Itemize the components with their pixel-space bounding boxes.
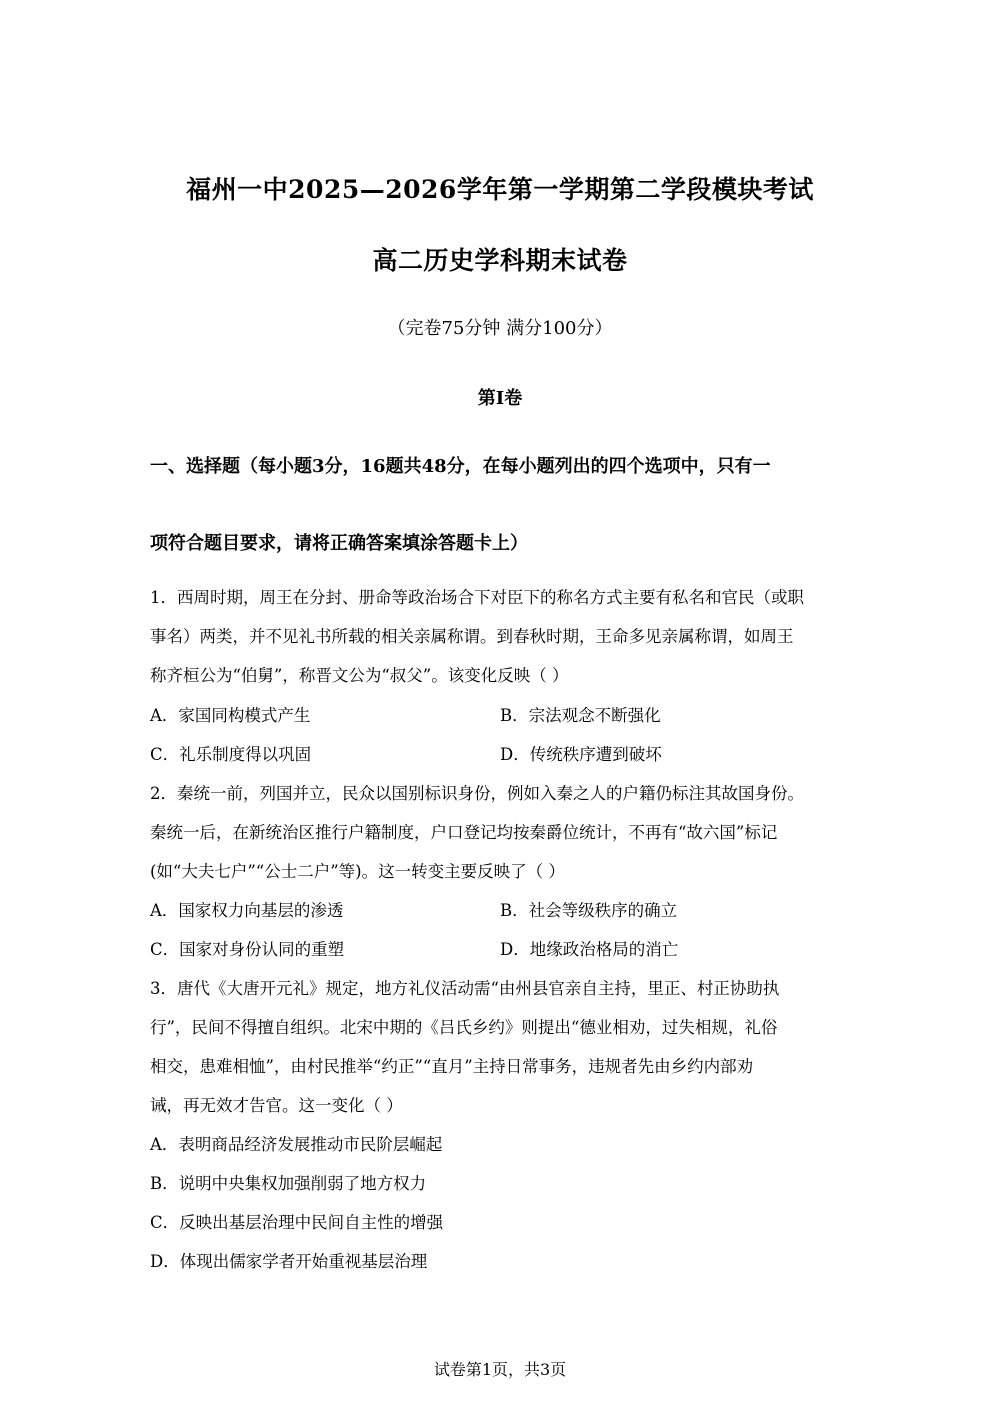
page-footer: 试卷第1页，共3页: [433, 1360, 567, 1379]
question-2-option-b: B．社会等级秩序的确立: [500, 901, 678, 920]
question-3-text-line3: 相交，患难相恤”，由村民推举“约正”“直月”主持日常事务，违规者先由乡约内部劝: [150, 1057, 754, 1076]
question-3-option-a: A．表明商品经济发展推动市民阶层崛起: [150, 1135, 443, 1154]
question-2-option-a: A．国家权力向基层的渗透: [150, 901, 344, 920]
question-3-text-line1: 3．唐代《大唐开元礼》规定，地方礼仪活动需“由州县官亲自主持，里正、村正协助执: [150, 979, 780, 998]
exam-title-line1: 福州一中2025—2026学年第一学期第二学段模块考试: [186, 175, 814, 204]
question-1-option-b: B．宗法观念不断强化: [500, 706, 661, 725]
question-3-text-line4: 诫，再无效才告官。这一变化（ ）: [150, 1096, 403, 1115]
section-heading-line1: 一、选择题（每小题3分，16题共48分，在每小题列出的四个选项中，只有一: [150, 456, 771, 477]
question-2-option-c: C．国家对身份认同的重塑: [150, 940, 345, 959]
question-3-option-c: C．反映出基层治理中民间自主性的增强: [150, 1213, 444, 1232]
question-1-text-line1: 1．西周时期，周王在分封、册命等政治场合下对臣下的称名方式主要有私名和官民（或职: [150, 588, 804, 607]
question-1-text-line3: 称齐桓公为“伯舅”，称晋文公为“叔父”。该变化反映（ ）: [150, 666, 569, 685]
question-2-text-line1: 2．秦统一前，列国并立，民众以国别标识身份，例如入秦之人的户籍仍标注其故国身份。: [150, 784, 804, 803]
question-2-text-line3: (如“大夫七户”“公士二户”等)。这一转变主要反映了（ ）: [150, 862, 565, 881]
question-2-text-line2: 秦统一后，在新统治区推行户籍制度，户口登记均按秦爵位统计，不再有“故六国”标记: [150, 823, 778, 842]
question-1-option-a: A．家国同构模式产生: [150, 706, 311, 725]
question-2-option-d: D．地缘政治格局的消亡: [500, 940, 679, 959]
question-1-option-d: D．传统秩序遭到破坏: [500, 745, 662, 764]
question-1-option-c: C．礼乐制度得以巩固: [150, 745, 312, 764]
question-1-text-line2: 事名）两类，并不见礼书所载的相关亲属称谓。到春秋时期，王命多见亲属称谓，如周王: [150, 627, 794, 646]
part-label: 第Ⅰ卷: [477, 388, 523, 409]
question-3-option-b: B．说明中央集权加强削弱了地方权力: [150, 1174, 427, 1193]
exam-title-line2: 高二历史学科期末试卷: [372, 246, 628, 275]
question-3-option-d: D．体现出儒家学者开始重视基层治理: [150, 1252, 428, 1271]
question-3-text-line2: 行”，民间不得擅自组织。北宋中期的《吕氏乡约》则提出“德业相劝，过失相规，礼俗: [150, 1018, 778, 1037]
section-heading-line2: 项符合题目要求，请将正确答案填涂答题卡上）: [150, 533, 528, 554]
exam-duration-score: （完卷75分钟 满分100分）: [387, 318, 613, 339]
